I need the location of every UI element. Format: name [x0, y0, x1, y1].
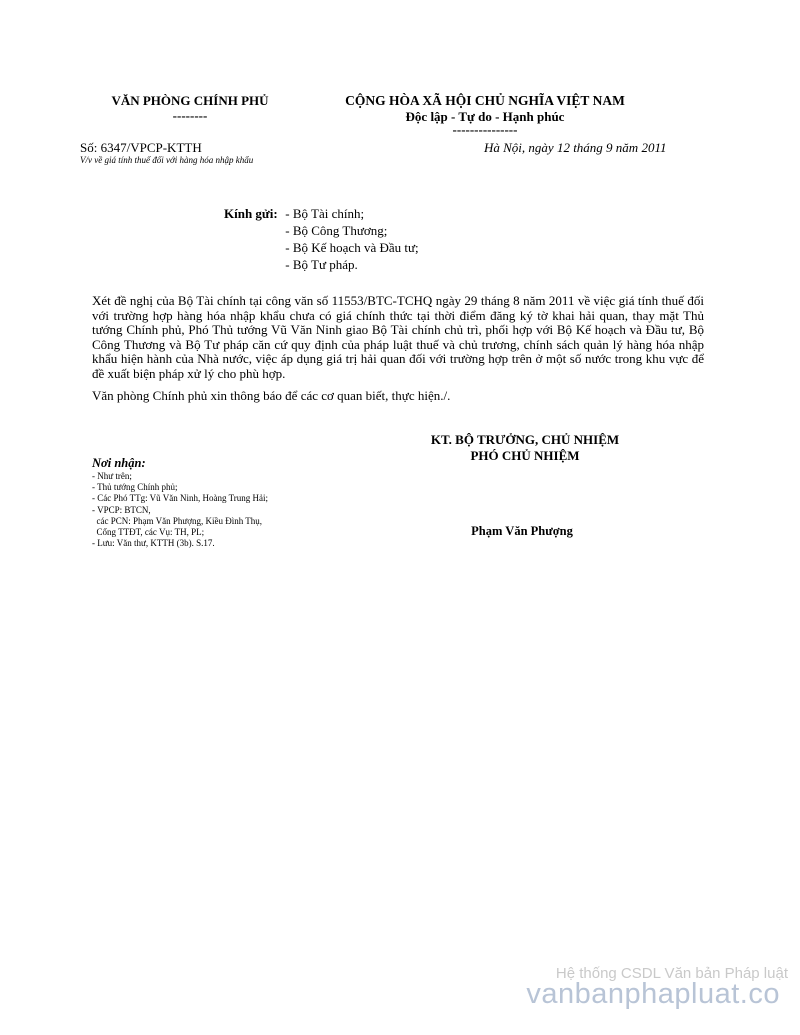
receiver-item: - Các Phó TTg: Vũ Văn Ninh, Hoàng Trung Hải; — [92, 493, 269, 504]
place-and-date: Hà Nội, ngày 12 tháng 9 năm 2011 — [484, 140, 667, 155]
document-subject: V/v về giá tính thuế đối với hàng hóa nhập khẩu — [80, 155, 254, 165]
signature-position: PHÓ CHỦ NHIỆM — [470, 448, 580, 463]
national-motto: Độc lập - Tự do - Hạnh phúc — [405, 109, 565, 124]
motto-separator: --------------- — [452, 122, 518, 137]
receiver-item: - Thủ tướng Chính phủ; — [92, 482, 178, 493]
agency-separator: -------- — [172, 108, 208, 123]
receiver-item: - Lưu: Văn thư, KTTH (3b). S.17. — [92, 538, 215, 549]
recipient-item: - Bộ Tư pháp. — [285, 257, 358, 272]
recipient-item: - Bộ Công Thương; — [285, 223, 388, 238]
receivers-block — [92, 456, 382, 549]
recipient-item: - Bộ Tài chính; — [285, 206, 365, 221]
receivers-title: Nơi nhận: — [92, 456, 146, 470]
national-title: CỘNG HÒA XÃ HỘI CHỦ NGHĨA VIỆT NAM — [345, 93, 625, 108]
addressee-block — [224, 205, 419, 273]
issuing-agency-header — [90, 93, 290, 123]
document-number: Số: 6347/VPCP-KTTH — [80, 140, 202, 155]
watermark-site-name: vanbanphapluat.co — [526, 978, 780, 1010]
receiver-item: Cổng TTĐT, các Vụ: TH, PL; — [92, 527, 205, 538]
signature-authority: KT. BỘ TRƯỞNG, CHỦ NHIỆM — [430, 432, 620, 447]
body-paragraph: Văn phòng Chính phủ xin thông báo để các cơ quan biết, thực hiện./. — [92, 388, 451, 403]
national-header — [330, 93, 640, 136]
receiver-item: các PCN: Phạm Văn Phượng, Kiều Đình Thụ, — [92, 515, 263, 526]
signature-block — [400, 432, 650, 464]
receiver-item: - VPCP: BTCN, — [92, 504, 151, 515]
watermark-caption: Hệ thống CSDL Văn bản Pháp luật — [555, 965, 788, 982]
receiver-item: - Như trên; — [92, 471, 132, 481]
issuing-agency-name: VĂN PHÒNG CHÍNH PHỦ — [111, 93, 269, 108]
recipient-item: - Bộ Kế hoạch và Đầu tư; — [285, 240, 419, 255]
body-paragraph: Xét đề nghị của Bộ Tài chính tại công văn số 11553/BTC-TCHQ ngày 29 tháng 8 năm 2011 về việc giá tính thuế đối với trường hợp hàng hóa nhập khẩu chưa có giá chính thức tại thời điểm đăng ký tờ khai hải quan, thay mặt Thủ tướng Chính phủ, Phó Thủ tướng Vũ Văn Ninh giao Bộ Tài chính chủ trì, phối hợp với Bộ Kế hoạch và Đầu tư, Bộ Công Thương và Bộ Tư pháp căn cứ quy định của pháp luật thuế và chủ trương, chính sách quản lý hàng hóa nhập khẩu hiện hành của Nhà nước, việc áp dụng giá trị hải quan đối với trường hợp trên ở một số nước trong khu vực để đề xuất biện pháp xử lý cho phù hợp. — [92, 293, 704, 381]
signer-name: Phạm Văn Phượng — [471, 524, 573, 538]
addressee-label: Kính gửi: — [224, 206, 278, 221]
